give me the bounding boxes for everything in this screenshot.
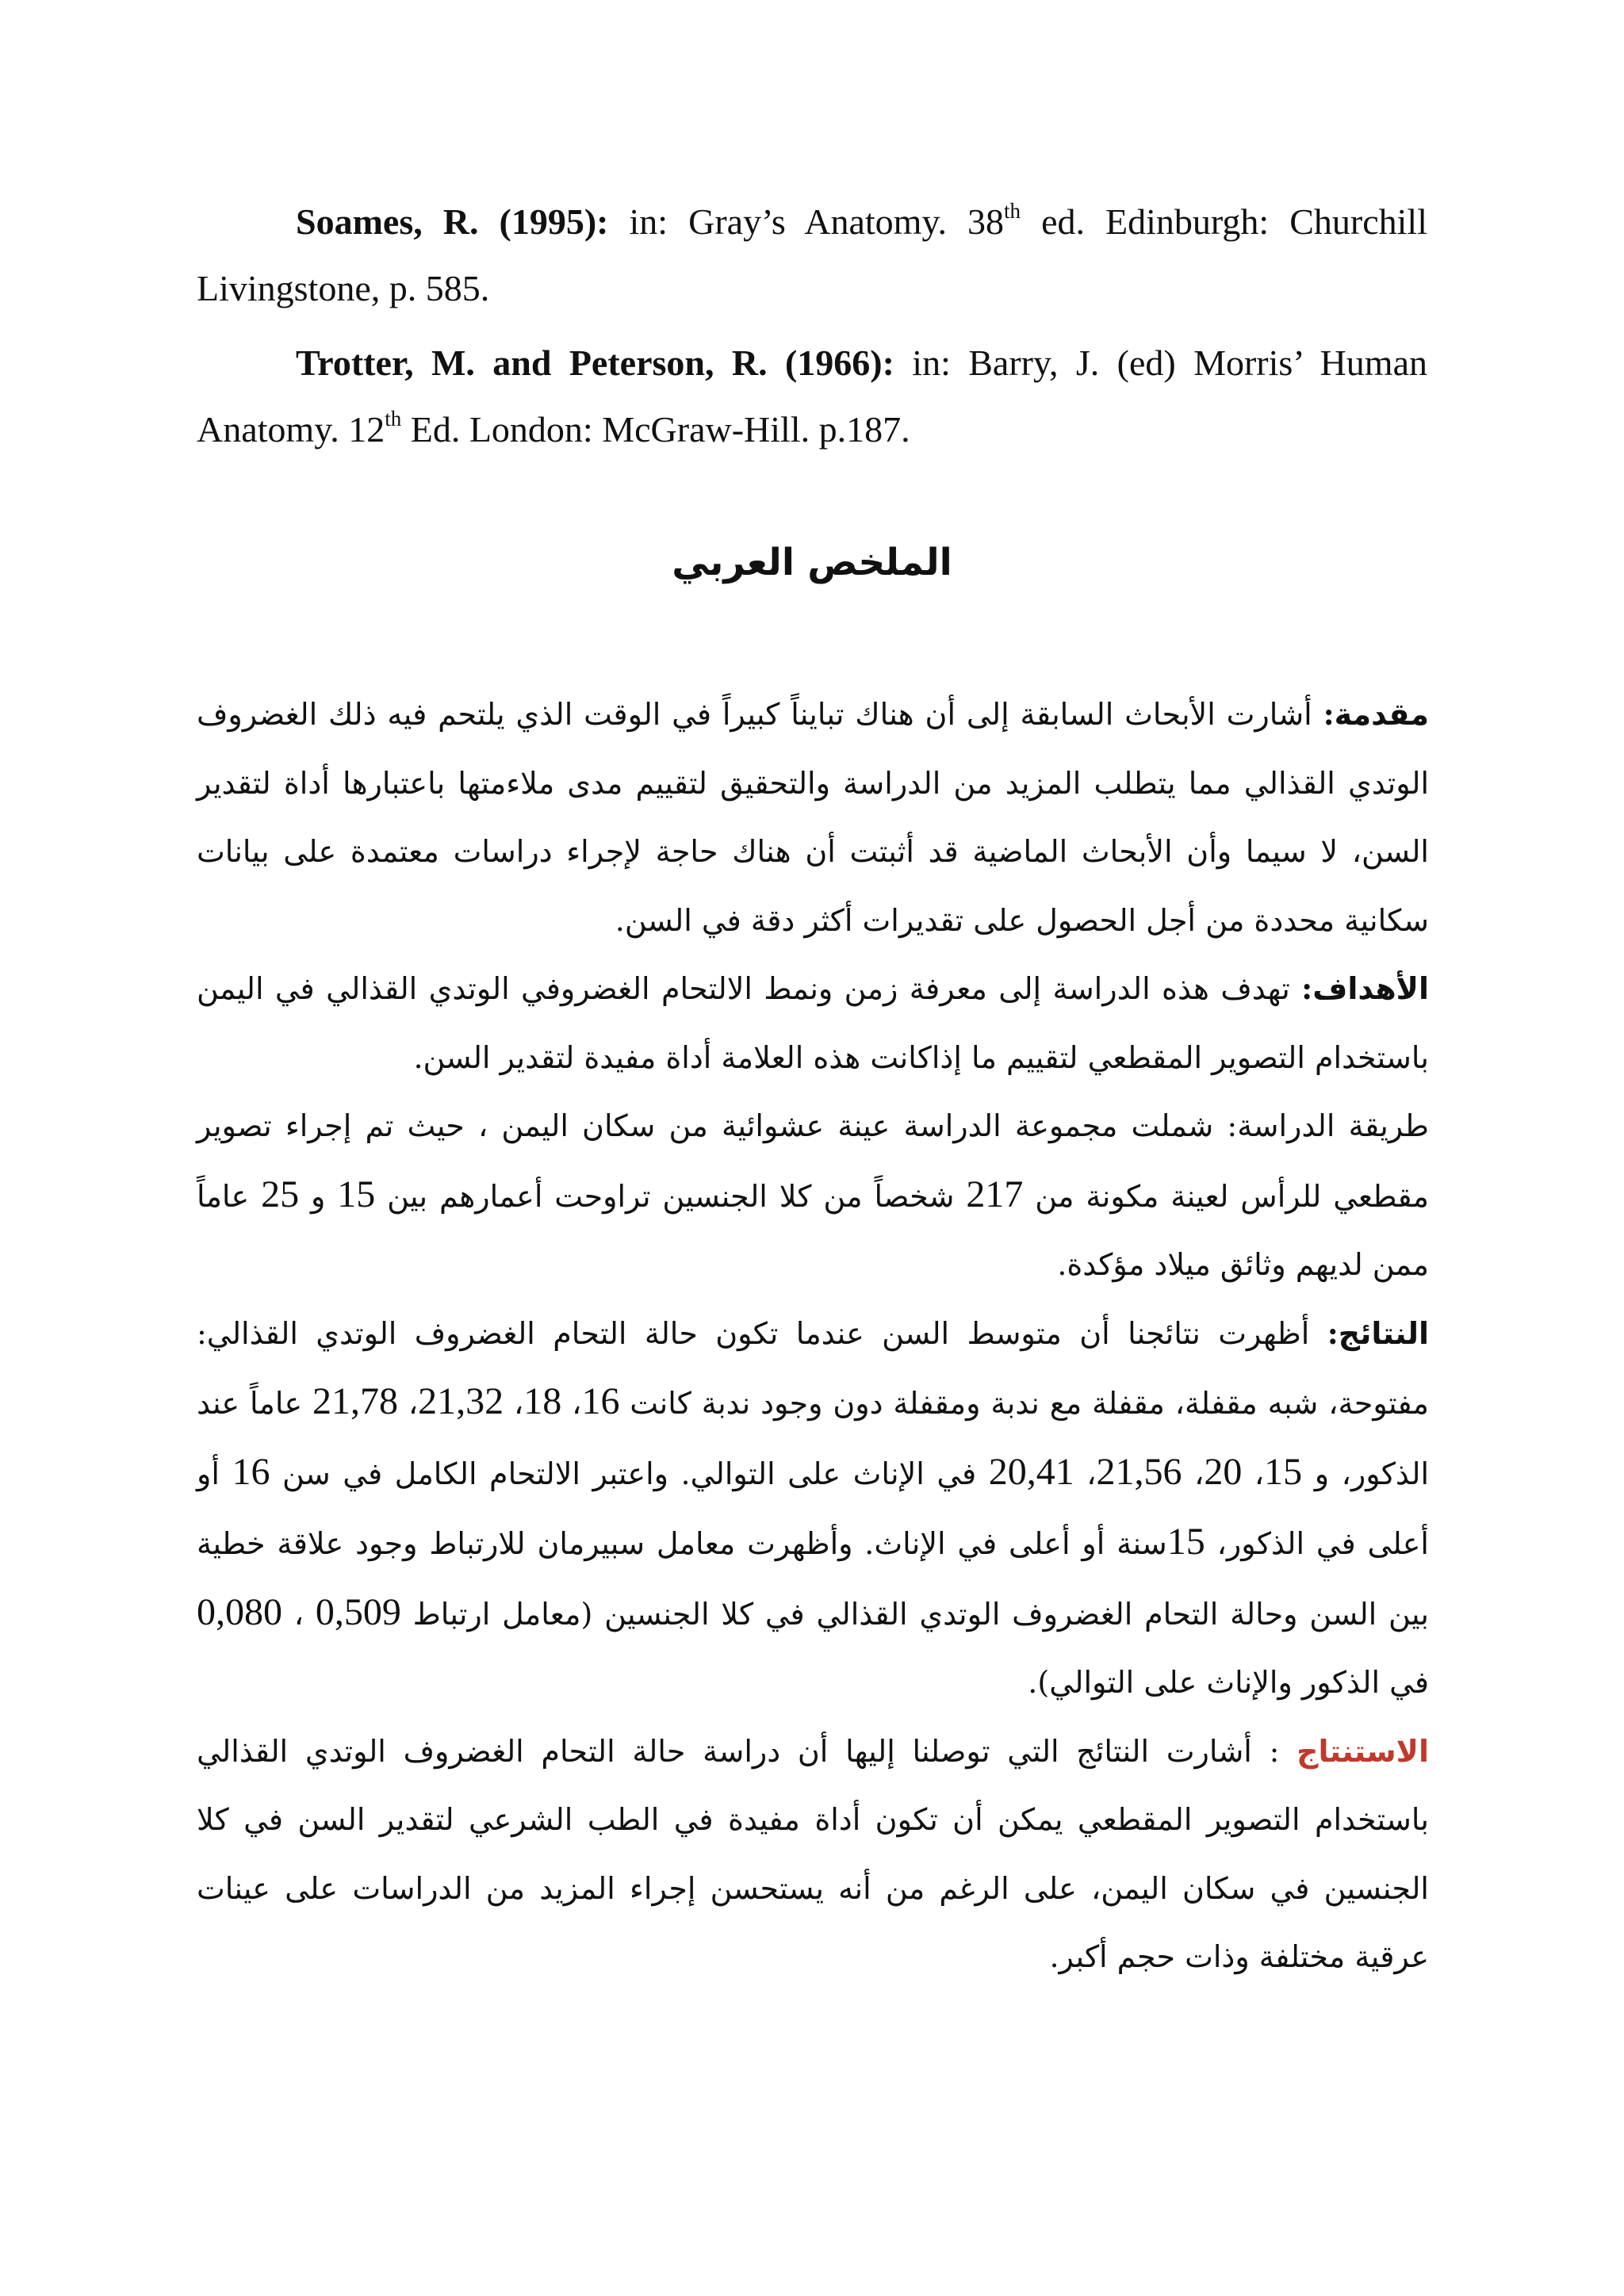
male-mean-age: 16 xyxy=(581,1380,620,1422)
male-mean-age: 18 xyxy=(523,1380,562,1422)
objectives-paragraph xyxy=(197,955,1429,1092)
results-text: عاماً عند الذكور، و xyxy=(197,1386,1430,1491)
results-text: أظهرت نتائجنا أن متوسط السن عندما تكون حالة التحام الغضروف الوتدي القذالي: مفتوحة، شبه مقفلة، مقفلة مع ندبة ومقفلة دون وجود ندبة كانت xyxy=(197,1315,1430,1421)
objectives-label: الأهداف: xyxy=(1301,970,1429,1006)
age-max: 25 xyxy=(261,1173,300,1215)
results-text: في الإناث على التوالي. واعتبر الالتحام الكامل في سن xyxy=(270,1456,989,1491)
sample-size: 217 xyxy=(966,1173,1024,1215)
conclusion-text: : أشارت النتائج التي توصلنا إليها أن دراسة حالة التحام الغضروف الوتدي القذالي باستخدام التصوير المقطعي يمكن أن تكون أداة مفيدة في الطب الشرعي لتقدير السن في كلا الجنسين في سكان اليمن، على الرغم من أنه يستحسن إجراء المزيد من الدراسات على عينات عرقية مختلفة وذات حجم أكبر. xyxy=(197,1733,1429,1974)
reference-author: Trotter, M. and Peterson, R. (1966): xyxy=(296,342,894,383)
results-text: سنة أو أعلى في الإناث. وأظهرت معامل سبيرمان للارتباط وجود علاقة خطية بين السن وحالة التحام الغضروف الوتدي القذالي في كلا الجنسين (معامل ارتباط xyxy=(197,1526,1429,1632)
female-mean-age: 20,41 xyxy=(988,1450,1074,1493)
reference-text: in: Barry, J. (ed) Morris’ Human Anatomy. 12 xyxy=(197,342,1428,450)
results-text: أو أعلى في الذكور، xyxy=(197,1456,1429,1561)
intro-text: أشارت الأبحاث السابقة إلى أن هناك تبايناً كبيراً في الوقت الذي يلتحم فيه ذلك الغضروف الوتدي القذالي مما يتطلب المزيد من الدراسة والتحقيق لتقييم مدى ملاءمتها باعتبارها أداة لتقدير السن، لا سيما وأن الأبحاث الماضية قد أثبتت أن هناك حاجة لإجراء دراسات معتمدة على بيانات سكانية محددة من أجل الحصول على تقديرات أكثر دقة في السن. xyxy=(197,697,1429,938)
conclusion-label: الاستنتاج xyxy=(1297,1732,1429,1769)
results-label: النتائج: xyxy=(1327,1314,1429,1351)
full-fusion-age-male: 16 xyxy=(232,1450,270,1493)
objectives-text: تهدف هذه الدراسة إلى معرفة زمن ونمط الالتحام الغضروفي الوتدي القذالي في اليمن باستخدام التصوير المقطعي لتقييم ما إذاكانت هذه العلامة أداة مفيدة لتقدير السن. xyxy=(197,971,1429,1075)
reference-author: Soames, R. (1995): xyxy=(296,201,609,242)
method-text: و xyxy=(299,1178,338,1214)
results-text: ، xyxy=(282,1596,316,1632)
method-paragraph xyxy=(197,1092,1429,1299)
reference-trotter xyxy=(197,330,1427,463)
female-mean-age: 21,56 xyxy=(1096,1450,1182,1493)
reference-text: Ed. London: McGraw-Hill. p.187. xyxy=(401,409,910,450)
full-fusion-age-female: 15 xyxy=(1166,1521,1205,1563)
method-text: عاماً ممن لديهم وثائق ميلاد مؤكدة. xyxy=(197,1178,1429,1282)
female-mean-age: 20 xyxy=(1204,1450,1243,1493)
method-text: شخصاً من كلا الجنسين تراوحت أعمارهم بين xyxy=(375,1178,967,1214)
age-min: 15 xyxy=(337,1173,376,1215)
reference-soames xyxy=(197,189,1427,322)
female-mean-age: 15 xyxy=(1264,1450,1303,1493)
male-mean-age: 21,32 xyxy=(418,1380,504,1422)
ordinal-superscript: th xyxy=(1004,199,1021,223)
method-text: طريقة الدراسة: شملت مجموعة الدراسة عينة عشوائية من سكان اليمن ، حيث تم إجراء تصوير مقطعي للرأس لعينة مكونة من xyxy=(197,1108,1430,1214)
reference-text: ed. Edinburgh: Churchill Livingstone, p. 585. xyxy=(197,201,1427,308)
male-mean-age: 21,78 xyxy=(312,1380,399,1422)
conclusion-paragraph xyxy=(197,1717,1429,1992)
intro-paragraph xyxy=(197,680,1429,955)
correlation-male: 0,509 xyxy=(315,1590,401,1633)
reference-text: in: Gray’s Anatomy. 38 xyxy=(608,201,1005,242)
arabic-summary-title: الملخص العربي xyxy=(672,541,952,584)
references-section xyxy=(197,189,1427,471)
arabic-summary-body xyxy=(197,680,1429,1992)
results-paragraph: النتائج: أظهرت نتائجنا أن متوسط السن عندما تكون حالة التحام الغضروف الوتدي القذالي: مفتوحة، شبه مقفلة، مقفلة مع ندبة ومقفلة دون وجود ندبة كانت 16، 18، 21,32، 21,78 عاماً عند الذكور، و 15، 20، 21,56، 20,41 في الإناث على التوالي. واعتبر الالتحام الكامل في سن 16 أو أعلى في الذكور، 15سنة أو أعلى في الإناث. وأظهرت معامل سبيرمان للارتباط وجود علاقة خطية بين السن وحالة التحام الغضروف الوتدي القذالي في كلا الجنسين (معامل ارتباط 0,509 ، 0,080 في الذكور والإناث على التوالي). xyxy=(197,1314,1430,1700)
results-text: في الذكور والإناث على التوالي). xyxy=(1028,1665,1429,1700)
intro-label: مقدمة: xyxy=(1323,696,1429,732)
correlation-female: 0,080 xyxy=(197,1590,282,1633)
ordinal-superscript: th xyxy=(385,407,402,430)
